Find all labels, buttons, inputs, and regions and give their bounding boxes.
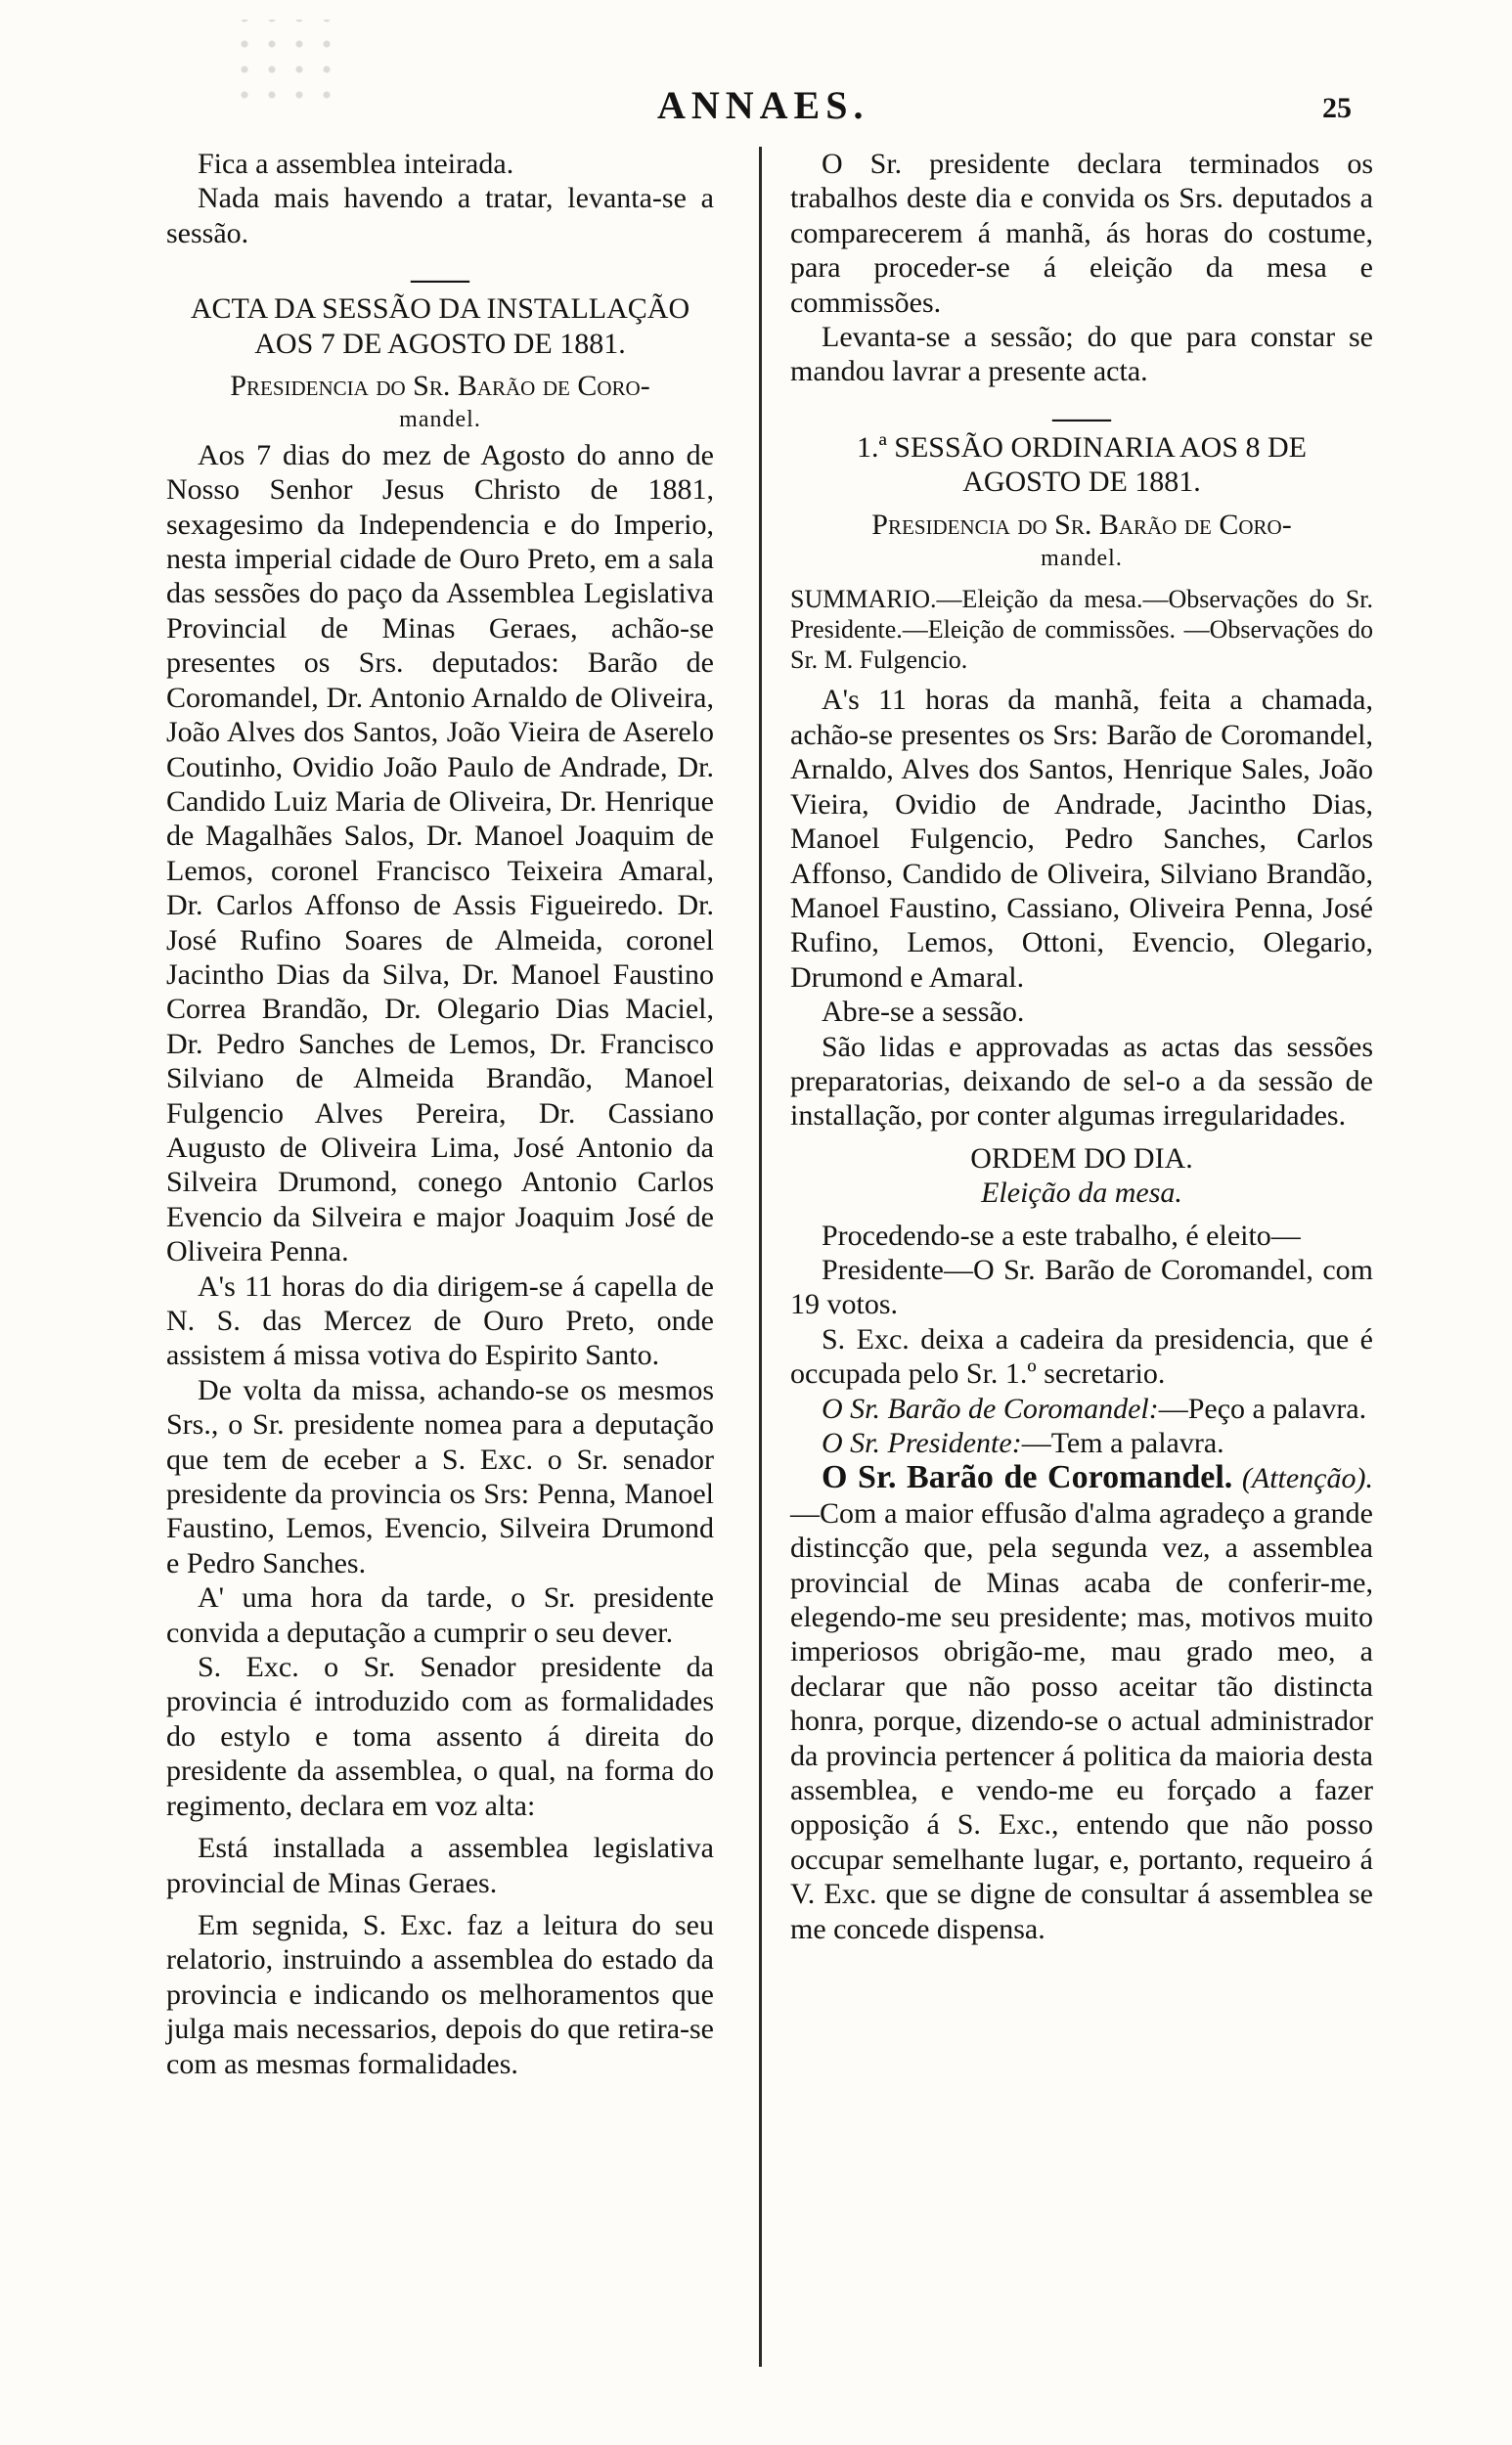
paragraph: A' uma hora da tarde, o Sr. presidente convida a deputação a cumprir o seu dever. <box>166 1581 714 1649</box>
ink-stain <box>221 20 338 108</box>
presidency-line: mandel. <box>399 407 481 433</box>
right-column <box>790 147 1373 1946</box>
speech-text: —Tem a palavra. <box>1021 1427 1224 1459</box>
ordem-do-dia-heading: ORDEM DO DIA. <box>970 1141 1193 1175</box>
paragraph: O Sr. presidente declara terminados os trabalhos deste dia e convida os Srs. deputados a comparecerem á manhã, ás horas do costume, para proceder-se á eleição da mesa e commissões. <box>790 148 1373 319</box>
left-column <box>166 147 714 2081</box>
paragraph: S. Exc. deixa a cadeira da presidencia, que é occupada pelo Sr. 1.º secretario. <box>790 1322 1373 1391</box>
eleicao-heading: Eleição da mesa. <box>981 1177 1182 1210</box>
separator: —— <box>411 263 469 296</box>
paragraph: Em segnida, S. Exc. faz a leitura do seu relatorio, instruindo a assemblea do estado da provincia e indicando os melhoramentos que julga mais necessarios, depois do que retira-se com as mesmas formalidades. <box>166 1908 714 2080</box>
speaker-name: O Sr. Presidente: <box>822 1427 1022 1459</box>
paragraph: A's 11 horas do dia dirigem-se á capella de N. S. das Mercez de Ouro Preto, onde assistem á missa votiva do Espirito Santo. <box>166 1269 714 1372</box>
paragraph: Presidente—O Sr. Barão de Coromandel, com 19 votos. <box>790 1253 1373 1321</box>
acta-heading: ACTA DA SESSÃO DA INSTALLAÇÃO <box>190 292 690 326</box>
presidency-line: Presidencia do Sr. Barão de Coro- <box>871 508 1292 541</box>
paragraph: Fica a assemblea inteirada. <box>198 148 514 180</box>
page-number: 25 <box>1322 92 1352 124</box>
paragraph: A's 11 horas da manhã, feita a chamada, achão-se presentes os Srs: Barão de Coromandel, Arnaldo, Alves dos Santos, Henrique Sales, João Vieira, Ovidio de Andrade, Jacintho Dias, Manoel Fulgencio, Pedro Sanches, Carlos Affonso, Candido de Oliveira, Silviano Brandão, Manoel Faustino, Cassiano, Oliveira Penna, José Rufino, Lemos, Ottoni, Evencio, Olegario, Drumond e Amaral. <box>790 684 1373 994</box>
session-heading: 1.ª SESSÃO ORDINARIA AOS 8 DE <box>856 430 1307 464</box>
speaker-name: O Sr. Barão de Coromandel. <box>822 1459 1233 1496</box>
speech-text: —Com a maior effusão d'alma agradeço a grande distincção que, pela segunda vez, a assemblea provincial de Minas acaba de conferir-me, elegendo-me seu presidente; mas, motivos muito imperiosos obrigão-me, mau grado meo, a declarar que não posso aceitar tão distincta honra, porque, dizendo-se o actual administrador da provincia pertencer á politica da maioria desta assemblea, e vendo-me eu forçado a fazer opposição á S. Exc., entendo que não posso occupar semelhante lugar, e, portanto, requeiro á V. Exc. que se digne de consultar á assemblea se me concede dispensa. <box>790 1496 1373 1945</box>
column-divider <box>759 147 762 2367</box>
paragraph <box>790 1392 1373 1426</box>
session-summary: SUMMARIO.—Eleição da mesa.—Observações do Sr. Presidente.—Eleição de commissões. —Observações do Sr. M. Fulgencio. <box>790 585 1373 675</box>
acta-heading: AOS 7 DE AGOSTO DE 1881. <box>254 327 626 360</box>
speech-aside: (Attenção). <box>1232 1462 1373 1495</box>
paragraph: São lidas e approvadas as actas das sessões preparatorias, deixando de sel-o a da sessão de installação, por conter algumas irregularidades. <box>790 1030 1373 1133</box>
paragraph <box>790 1460 1373 1946</box>
paragraph: Aos 7 dias do mez de Agosto do anno de Nosso Senhor Jesus Christo de 1881, sexagesimo da Independencia e do Imperio, nesta imperial cidade de Ouro Preto, em a sala das sessões do paço da Assemblea Legislativa Provincial de Minas Geraes, achão-se presentes os Srs. deputados: Barão de Coromandel, Dr. Antonio Arnaldo de Oliveira, João Alves dos Santos, João Vieira de Aserelo Coutinho, Ovidio João Paulo de Andrade, Dr. Candido Luiz Maria de Oliveira, Dr. Henrique de Magalhães Salos, Dr. Manoel Joaquim de Lemos, coronel Francisco Teixeira Amaral, Dr. Carlos Affonso de Assis Figueiredo. Dr. José Rufino Soares de Almeida, coronel Jacintho Dias da Silva, Dr. Manoel Faustino Correa Brandão, Dr. Olegario Dias Maciel, Dr. Pedro Sanches de Lemos, Dr. Francisco Silviano de Almeida Brandão, Manoel Fulgencio Alves Pereira, Dr. Cassiano Augusto de Oliveira Lima, José Antonio da Silveira Drumond, conego Antonio Carlos Evencio da Silveira e major Joaquim José de Oliveira Penna. <box>166 438 714 1268</box>
paragraph: Está installada a assemblea legislativa provincial de Minas Geraes. <box>166 1832 714 1899</box>
presidency-line: mandel. <box>1041 546 1123 572</box>
page-header-title: ANNAES. <box>657 83 869 127</box>
paragraph: Nada mais havendo a tratar, levanta-se a sessão. <box>166 182 714 249</box>
paragraph: De volta da missa, achando-se os mesmos Srs., o Sr. presidente nomea para a deputação que tem de eceber a S. Exc. o Sr. senador presidente da provincia os Srs: Penna, Manoel Faustino, Lemos, Evencio, Silveira Drumond e Pedro Sanches. <box>166 1373 714 1579</box>
separator: —— <box>1052 401 1111 434</box>
speech-text: —Peço a palavra. <box>1158 1392 1367 1425</box>
session-heading: AGOSTO DE 1881. <box>962 466 1201 499</box>
speaker-name: O Sr. Barão de Coromandel: <box>822 1392 1159 1425</box>
paragraph: Procedendo-se a este trabalho, é eleito— <box>822 1219 1301 1252</box>
paragraph: Abre-se a sessão. <box>822 996 1025 1029</box>
paragraph: S. Exc. o Sr. Senador presidente da provincia é introduzido com as formalidades do estylo e toma assento á direita do presidente da assemblea, o qual, na forma do regimento, declara em voz alta: <box>166 1651 714 1822</box>
paragraph <box>790 1426 1373 1460</box>
presidency-line: Presidencia do Sr. Barão de Coro- <box>230 370 650 403</box>
paragraph: Levanta-se a sessão; do que para constar se mandou lavrar a presente acta. <box>790 321 1373 388</box>
